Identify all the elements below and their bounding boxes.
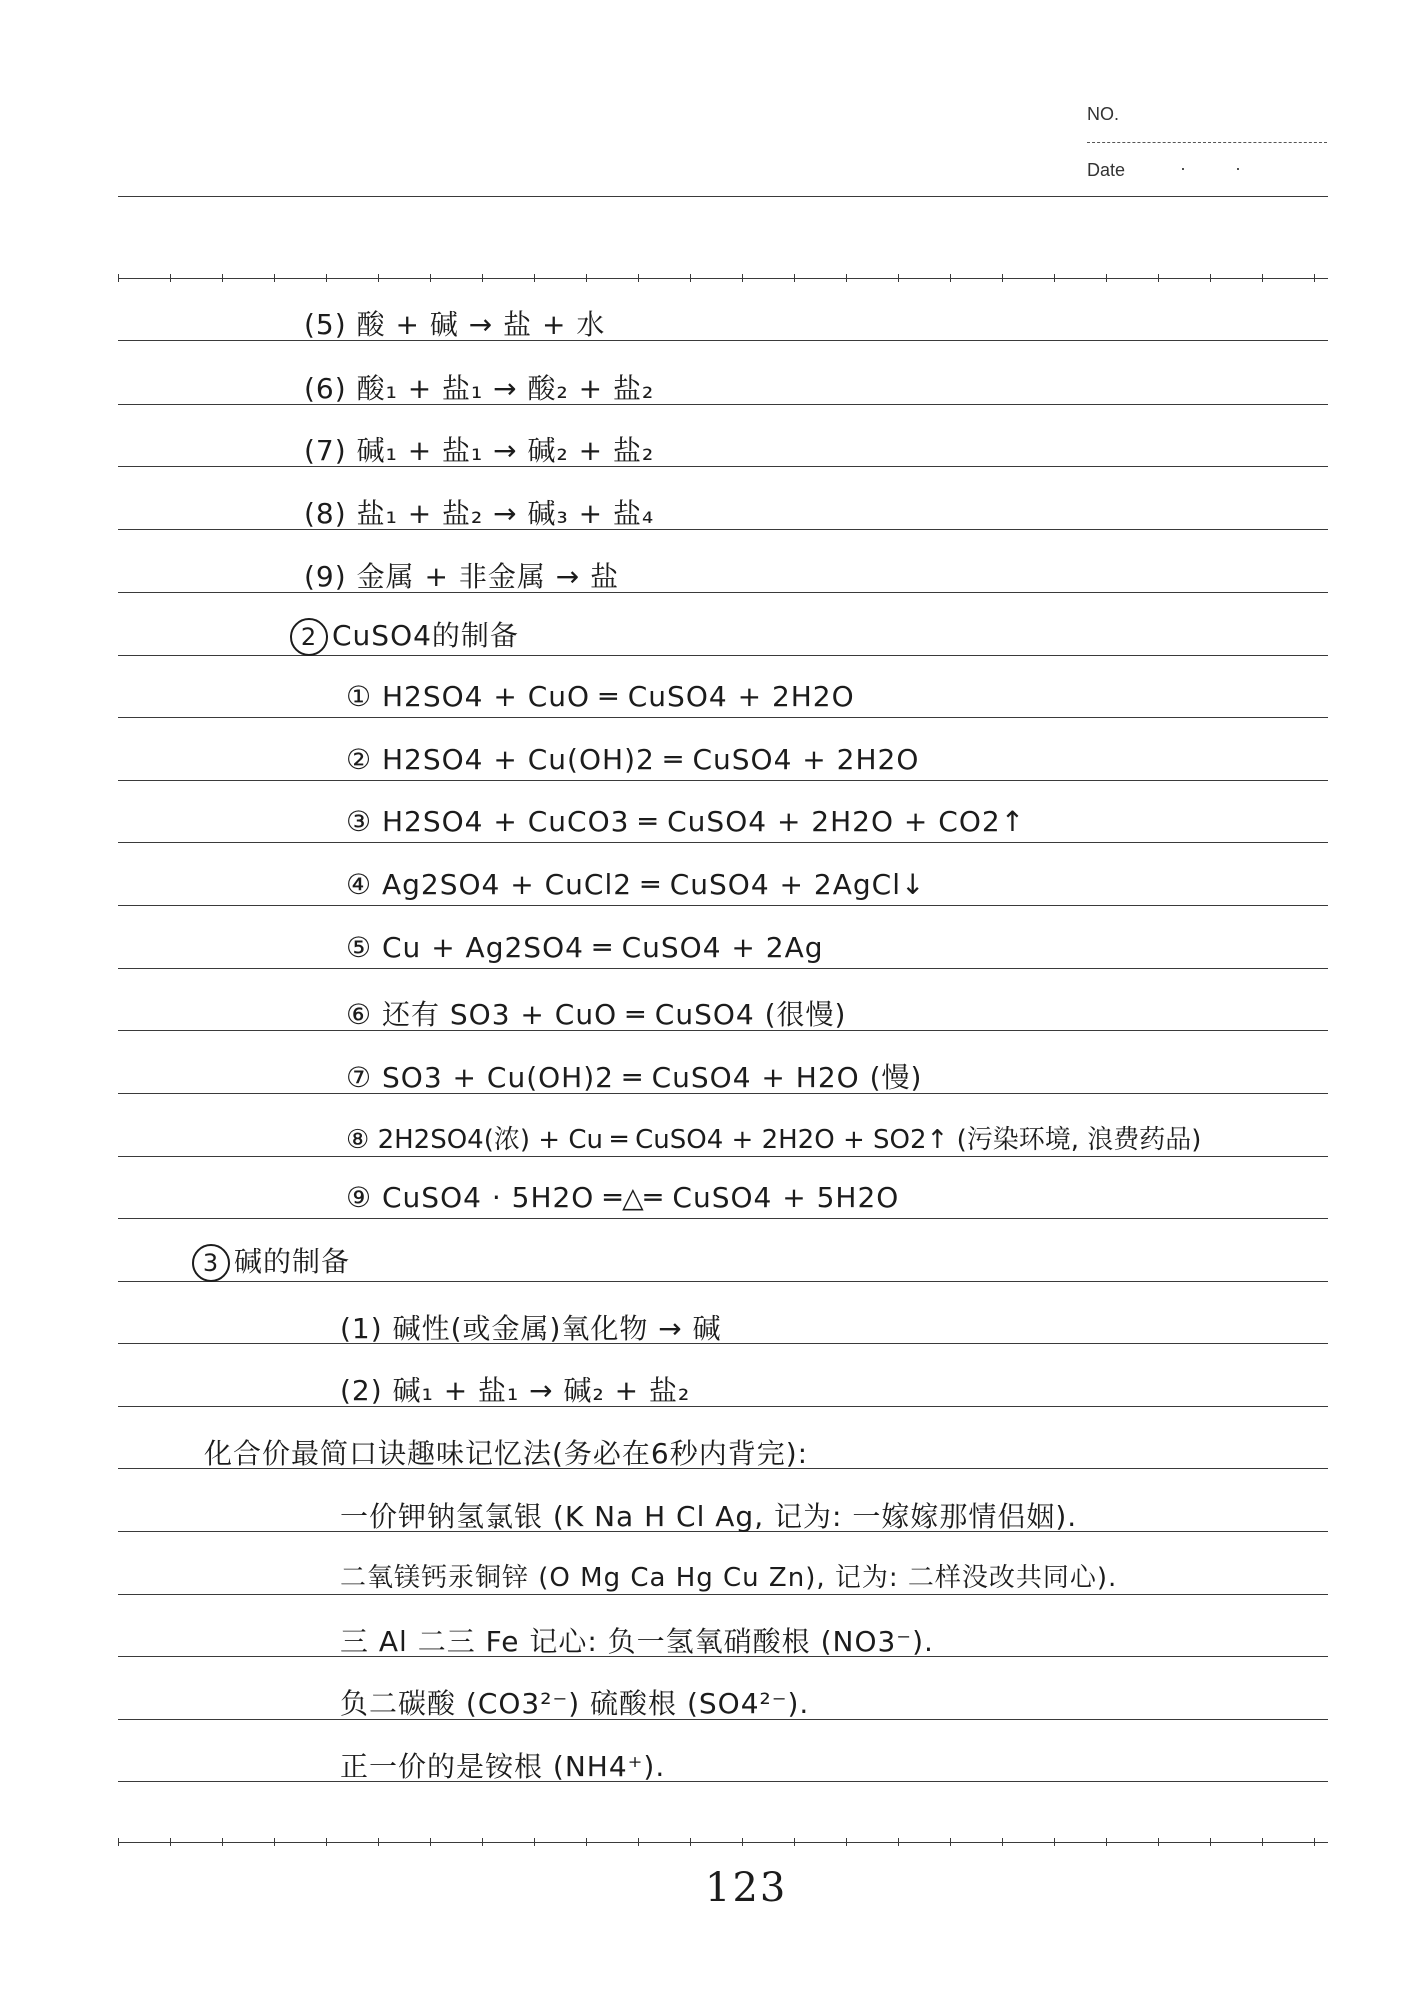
valence-line-4: 负二碳酸 (CO3²⁻) 硫酸根 (SO4²⁻).: [340, 1687, 810, 1720]
ruled-line: [118, 842, 1328, 843]
section-2-heading: [290, 614, 519, 656]
tick: [794, 1838, 795, 1846]
tick: [534, 274, 535, 282]
tick: [378, 274, 379, 282]
ruled-line: [118, 1156, 1328, 1157]
ruled-line: [118, 905, 1328, 906]
tick: [274, 274, 275, 282]
ruled-line: [118, 404, 1328, 405]
tick: [222, 274, 223, 282]
tick: [1054, 274, 1055, 282]
cuso4-reaction-7: ⑦ SO3 + Cu(OH)2 ═ CuSO4 + H2O (慢): [346, 1061, 923, 1094]
tick: [846, 274, 847, 282]
cuso4-reaction-8: ⑧ 2H2SO4(浓) + Cu ═ CuSO4 + 2H2O + SO2↑ (污染环境, 浪费药品): [346, 1125, 1202, 1155]
tick: [1262, 274, 1263, 282]
tick: [950, 274, 951, 282]
tick: [1002, 1838, 1003, 1846]
tick: [846, 1838, 847, 1846]
reaction-rule-8: (8) 盐₁ + 盐₂ → 碱₃ + 盐₄: [304, 497, 655, 530]
header-date-dots: · ·: [1180, 158, 1263, 178]
tick: [170, 1838, 171, 1846]
tick: [1158, 274, 1159, 282]
tick: [326, 274, 327, 282]
valence-line-2: 二氧镁钙汞铜锌 (O Mg Ca Hg Cu Zn), 记为: 二样没改共同心).: [340, 1563, 1118, 1593]
cuso4-reaction-2: ② H2SO4 + Cu(OH)2 ═ CuSO4 + 2H2O: [346, 743, 920, 776]
tick: [794, 274, 795, 282]
tick: [1262, 1838, 1263, 1846]
tick: [1210, 274, 1211, 282]
header-rule: [118, 196, 1328, 197]
section-2-number: 2: [290, 618, 328, 656]
valence-line-1: 一价钾钠氢氯银 (K Na H Cl Ag, 记为: 一嫁嫁那情侣姻).: [340, 1500, 1078, 1533]
reaction-rule-5: (5) 酸 + 碱 → 盐 + 水: [304, 308, 606, 341]
page-number: 123: [705, 1865, 788, 1911]
tick: [1002, 274, 1003, 282]
cuso4-reaction-1: ① H2SO4 + CuO ═ CuSO4 + 2H2O: [346, 680, 855, 713]
section-2-title: CuSO4的制备: [332, 619, 519, 652]
header-number-label: NO.: [1087, 104, 1120, 124]
cuso4-reaction-4: ④ Ag2SO4 + CuCl2 ═ CuSO4 + 2AgCl↓: [346, 868, 926, 901]
tick: [586, 1838, 587, 1846]
ruled-line: [118, 340, 1328, 341]
base-method-1: (1) 碱性(或金属)氧化物 → 碱: [340, 1312, 722, 1345]
base-method-2: (2) 碱₁ + 盐₁ → 碱₂ + 盐₂: [340, 1374, 691, 1407]
cuso4-reaction-3: ③ H2SO4 + CuCO3 ═ CuSO4 + 2H2O + CO2↑: [346, 805, 1026, 838]
header-date-label: Date: [1087, 160, 1126, 180]
ruled-line: [118, 592, 1328, 593]
tick: [638, 1838, 639, 1846]
cuso4-reaction-5: ⑤ Cu + Ag2SO4 ═ CuSO4 + 2Ag: [346, 931, 824, 964]
top-tick-row: [118, 278, 1328, 288]
tick: [950, 1838, 951, 1846]
cuso4-reaction-9: ⑨ CuSO4 · 5H2O ═△═ CuSO4 + 5H2O: [346, 1181, 900, 1214]
tick: [690, 274, 691, 282]
tick: [742, 274, 743, 282]
tick: [638, 274, 639, 282]
valence-line-3: 三 Al 二三 Fe 记心: 负一氢氧硝酸根 (NO3⁻).: [340, 1625, 934, 1658]
tick: [482, 1838, 483, 1846]
tick: [690, 1838, 691, 1846]
tick: [1158, 1838, 1159, 1846]
tick: [1054, 1838, 1055, 1846]
tick: [1106, 1838, 1107, 1846]
reaction-rule-6: (6) 酸₁ + 盐₁ → 酸₂ + 盐₂: [304, 372, 655, 405]
ruled-line: [118, 1406, 1328, 1407]
tick: [1210, 1838, 1211, 1846]
section-3-heading: [192, 1240, 350, 1282]
cuso4-reaction-6: ⑥ 还有 SO3 + CuO ═ CuSO4 (很慢): [346, 998, 847, 1031]
ruled-line: [118, 466, 1328, 467]
tick: [378, 1838, 379, 1846]
ruled-line: [118, 529, 1328, 530]
bottom-tick-row: [118, 1842, 1328, 1852]
tick: [898, 274, 899, 282]
valence-line-5: 正一价的是铵根 (NH4⁺).: [340, 1750, 666, 1783]
ruled-line: [118, 717, 1328, 718]
section-3-title: 碱的制备: [234, 1245, 351, 1278]
header-number-line: [1087, 142, 1327, 143]
tick: [742, 1838, 743, 1846]
tick: [222, 1838, 223, 1846]
tick: [534, 1838, 535, 1846]
tick: [1314, 274, 1315, 282]
ruled-line: [118, 780, 1328, 781]
tick: [586, 274, 587, 282]
tick: [326, 1838, 327, 1846]
ruled-line: [118, 1218, 1328, 1219]
ruled-line: [118, 1343, 1328, 1344]
tick: [898, 1838, 899, 1846]
tick: [1314, 1838, 1315, 1846]
reaction-rule-7: (7) 碱₁ + 盐₁ → 碱₂ + 盐₂: [304, 434, 655, 467]
tick: [118, 1838, 119, 1846]
tick: [170, 274, 171, 282]
section-3-number: 3: [192, 1244, 230, 1282]
tick: [118, 274, 119, 282]
tick: [274, 1838, 275, 1846]
tick: [1106, 274, 1107, 282]
tick: [430, 274, 431, 282]
ruled-line: [118, 1781, 1328, 1782]
reaction-rule-9: (9) 金属 + 非金属 → 盐: [304, 560, 620, 593]
top-tick-rule: [118, 278, 1328, 279]
tick: [482, 274, 483, 282]
valence-mnemonic-heading: 化合价最简口诀趣味记忆法(务必在6秒内背完):: [204, 1437, 809, 1470]
ruled-line: [118, 968, 1328, 969]
tick: [430, 1838, 431, 1846]
bottom-tick-rule: [118, 1842, 1328, 1843]
ruled-line: [118, 1594, 1328, 1595]
